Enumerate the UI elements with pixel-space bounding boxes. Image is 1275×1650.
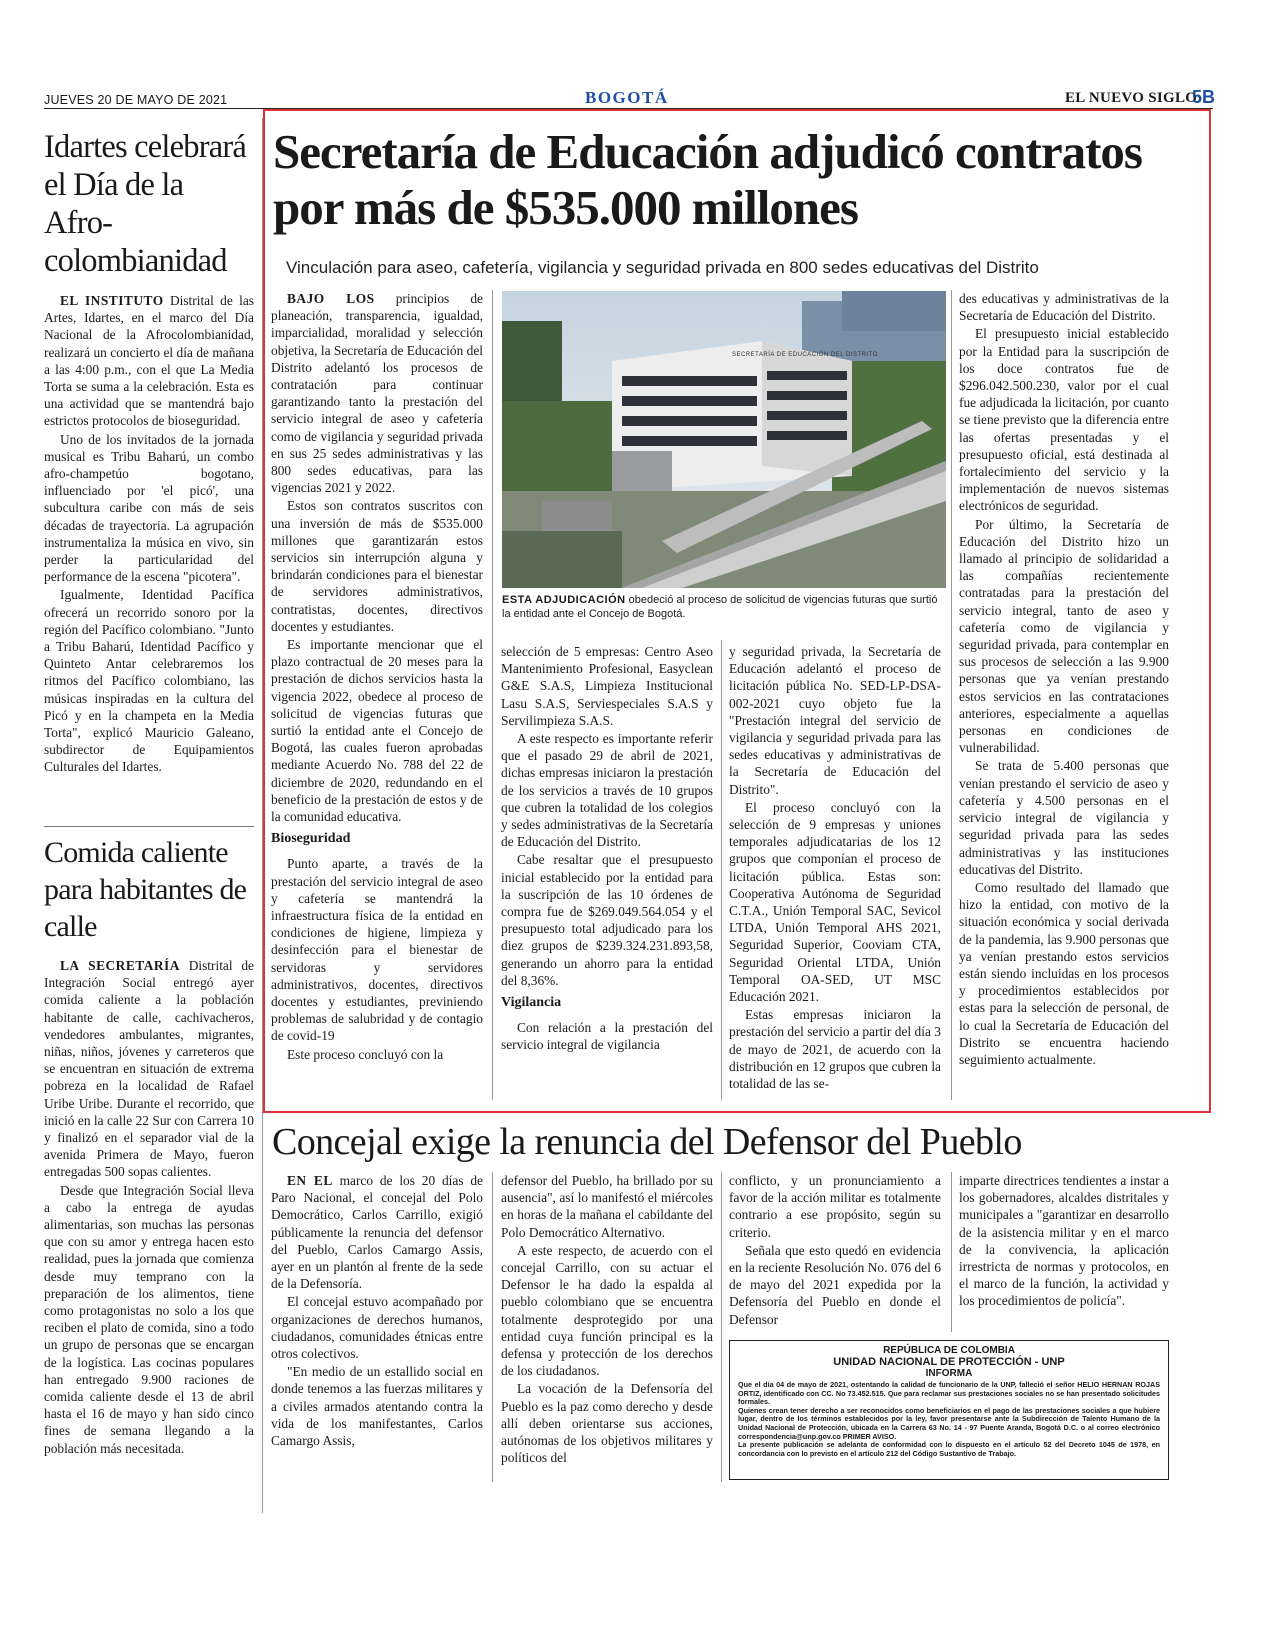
main-subtitle: Vinculación para aseo, cafetería, vigilancia y seguridad privada en 800 sedes educativas del Distrito <box>286 258 1039 277</box>
comida-paragraph-2: Desde que Integración Social lleva a cabo la entrega de ayudas alimentarias, son muchas las personas que con su amor y entrega hacen esto realidad, pues la jornada que comienza desde muy temprano con la preparación de los alimentos, tiene como protagonistas no solo a los que reciben el plato de comida, sino a todo un grupo de personas que se encargan de la logística. Las cocinas populares han entregado 9.900 raciones de comida caliente desde el 13 de abril hasta el 16 de mayo y han sido cinco fines de semana llegando a la población más necesitada. <box>44 1182 254 1456</box>
building-illustration <box>502 291 946 588</box>
bottom-col-rule-2 <box>721 1172 722 1482</box>
bottom-col-rule-3 <box>951 1172 952 1332</box>
bottom-paragraph-1: EN EL marco de los 20 días de Paro Nacional, el concejal del Polo Democrático, Carlos Carrillo, exigió públicamente la renuncia del defensor del Pueblo, Carlos Camargo Assis, ayer en un plantón al frente de la sede de la Defensoría. <box>271 1173 483 1292</box>
idartes-paragraph-1: EL INSTITUTO Distrital de las Artes, Idartes, en el marco del Día Nacional de la Afrocolombianidad, realizará un concierto el día de mañana a las 4:00 p.m., con el que La Media Torta se suma a la celebración. Esta es una actividad que se mantendrá bajo estrictos protocolos de bioseguridad. <box>44 293 254 429</box>
left-article-comida <box>44 834 254 1458</box>
subhead-bioseguridad: Bioseguridad <box>271 831 351 847</box>
main-paragraph-5: Este proceso concluyó con la <box>287 1046 444 1062</box>
bottom-paragraph-2: El concejal estuvo acompañado por organizaciones de derechos humanos, ciudadanos, comunidades étnicas entre otros colectivos. <box>271 1294 483 1362</box>
main-paragraph-1: BAJO LOS principios de planeación, transparencia, igualdad, imparcialidad, moralidad y selección objetiva, la Secretaría de Educación del Distrito adelantó los procesos de contratación para continuar garantizando tanto la prestación del servicio integral de aseo y cafetería como de vigilancia y seguridad privada en sus 25 sedes administrativas y las 800 sedes educativas, para las vigencias 2021 y 2022. <box>271 291 483 496</box>
main-col4-paragraph-3: Por último, la Secretaría de Educación del Distrito hizo un llamado al principio de solidaridad a las compañías recientemente contratadas para la prestación del servicio integral, tanto de aseo y cafetería como de vigilancia y seguridad privada, para contemplar en sus procesos de selección a las 9.900 personas que ya venían prestando estos servicios en las contrataciones anteriores, especialmente a aquellas personas en condiciones de vulnerabilidad. <box>959 516 1169 756</box>
unp-notice-box <box>729 1340 1169 1480</box>
main-paragraph-3: Es importante mencionar que el plazo contractual de 20 meses para la prestación de dichos servicios hasta la vigencia 2022, obedece al proceso de solicitud de vigencias futuras que surtió la entidad ante el Concejo de Bogotá, las cuales fueron aprobadas mediante Acuerdo No. 788 del 22 de diciembre de 2020, redundando en el beneficio de la prestación de estos y de la comunidad educativa. <box>271 637 483 825</box>
photo-caption: ESTA ADJUDICACIÓN obedeció al proceso de solicitud de vigencias futuras que surtió la entidad ante el Concejo de Bogotá. <box>502 594 938 620</box>
main-col3-paragraph-3: Estas empresas iniciaron la prestación del servicio a partir del día 3 de mayo de 2021, de acuerdo con la distribución en 12 grupos que cubren la totalidad de las se- <box>729 1007 941 1092</box>
header-paper-name: EL NUEVO SIGLO <box>1065 90 1198 106</box>
bottom-col3-paragraph-1: conflicto, y un pronunciamiento a favor de la acción militar es totalmente contrario a ese propósito, según su criterio. <box>729 1173 941 1240</box>
main-col-rule-3 <box>951 290 952 1100</box>
main-paragraph-4: Punto aparte, a través de la prestación del servicio integral de aseo y cafetería se mantendrá la infraestructura física de la entidad en condiciones de higiene, limpieza y desinfección para el bienestar de servidoras y servidores administrativos, docentes, directivos docentes y estudiantes, previniendo problemas de salubridad y de contagio de covid-19 <box>271 856 483 1044</box>
header-section: BOGOTÁ <box>585 88 669 107</box>
main-col4-paragraph-4: Se trata de 5.400 personas que venían prestando el servicio de aseo y cafetería y 4.500 personas en el servicio integral de vigilancia y seguridad privada para las sedes administrativas y las instituciones educativas del Distrito. <box>959 758 1169 877</box>
main-col-rule-2 <box>721 640 722 1100</box>
notice-line-3: INFORMA <box>925 1368 973 1379</box>
header-date: JUEVES 20 DE MAYO DE 2021 <box>44 93 228 107</box>
main-col3-paragraph-2: El proceso concluyó con la selección de 9 empresas y uniones temporales adjudicatarias de los 12 grupos que componían el proceso de licitación pública. Estas son: Cooperativa Autónoma de Seguridad C.T.A., Unión Temporal SAC, Sevicol LTDA, Unión Temporal AHS 2021, Seguridad Superior, Cooviam CTA, Seguridad Oriental LTDA, Unión Temporal OA-SED, UT MSC Educación 2021. <box>729 799 941 1005</box>
main-col2-paragraph-4: Con relación a la prestación del servicio integral de vigilancia <box>501 1020 713 1053</box>
comida-headline: Comida caliente para habitantes de calle <box>44 836 247 943</box>
notice-body-2: Quienes crean tener derecho a ser reconocidos como beneficiarios en el pago de las prestaciones sociales a que hubiere lugar, dentro de los términos establecidos por la ley, favor presentarse ante la Subdirección de Talento Humano de la Unidad Nacional de Protección, ubicada en la Carrera 63 No. 14 - 97 Puente Aranda, Bogotá D.C. o al correo electrónico correspondencia@unp.gov.co PRIMER AVISO. <box>738 1405 1160 1441</box>
left-divider <box>44 826 254 827</box>
building-sign: SECRETARÍA DE EDUCACIÓN DEL DISTRITO <box>732 352 878 358</box>
bottom-column-2 <box>501 1172 713 1467</box>
bottom-paragraph-3: "En medio de un estallido social en donde tenemos a las fuerzas militares y a civiles armados atentando contra la vida de los manifestantes, Carlos Camargo Assis, <box>271 1364 483 1449</box>
main-column-2 <box>501 643 713 1054</box>
main-col4-paragraph-2: El presupuesto inicial establecido por la Entidad para la suscripción de los doce contratos fue de $296.042.500.230, valor por el cual fue adjudicada la licitación, por cuanto se tiene previsto que la diferencia entre las ofertas presentadas y el presupuesto oficial, está destinada al fortalecimiento del servicio y la implementación de nuevos sistemas electrónicos de seguridad. <box>959 326 1169 514</box>
main-col-rule-1 <box>492 290 493 1100</box>
school-building-photo <box>502 291 946 588</box>
main-col3-paragraph-1: y seguridad privada, la Secretaría de Educación adelantó el proceso de licitación pública No. SED-LP-DSA-002-2021 cuyo objeto fue la "Prestación integral del servicio de vigilancia y seguridad privada para las sedes educativas y administrativas de la Secretaría de Educación del Distrito". <box>729 644 941 797</box>
bottom-col4-paragraph-1: imparte directrices tendientes a instar a los gobernadores, alcaldes distritales y municipales a "garantizar en desarrollo de la asistencia militar y en el marco de la convivencia, la aplicación irrestricta de normas y protocolos, en el marco de la función, la actividad y los procedimientos de policía". <box>959 1173 1169 1309</box>
idartes-headline: Idartes celebrará el Día de la Afro-colombianidad <box>44 129 246 279</box>
bottom-col3-paragraph-2: Señala que esto quedó en evidencia en la reciente Resolución No. 076 del 6 de mayo del 2021 expedida por la Defensoría del Pueblo en donde el Defensor <box>729 1242 941 1327</box>
notice-line-2: UNIDAD NACIONAL DE PROTECCIÓN - UNP <box>833 1356 1065 1368</box>
notice-body-3: La presente publicación se adelanta de conformidad con lo dispuesto en el artículo 52 del Decreto 1045 de 1978, en concordancia con lo previsto en el artículo 212 del Código Sustantivo de Trabajo. <box>738 1440 1160 1458</box>
main-column-1 <box>271 290 483 1064</box>
header-page-number: 5B <box>1192 87 1216 107</box>
subhead-vigilancia: Vigilancia <box>501 995 562 1011</box>
bottom-col-rule-1 <box>492 1172 493 1482</box>
idartes-paragraph-3: Igualmente, Identidad Pacífica ofrecerá un recorrido sonoro por la región del Pacífico colombiano. "Junto a Tribu Baharú, Identidad Pacífico y Quinteto Antar celebraremos los ritmos del Pacífico colombiano, las músicas inspiradas en la cultura del Picó y en la champeta en la Media Torta", explicó Mauricio Galeano, subdirector de Equipamientos Culturales del Idartes. <box>44 587 254 775</box>
bottom-column-3 <box>729 1172 941 1329</box>
notice-line-1: REPÚBLICA DE COLOMBIA <box>883 1345 1015 1356</box>
main-col2-paragraph-3: Cabe resaltar que el presupuesto inicial establecido por la entidad para la suscripción de las 10 órdenes de compra fue de $269.049.564.054 y el presupuesto total adjudicado para los diez grupos de $239.324.231.893,58, generando un ahorro para la entidad del 8,36%. <box>501 852 713 988</box>
main-col4-paragraph-5: Como resultado del llamado que hizo la entidad, con motivo de la situación económica y social derivada de la pandemia, las 9.900 personas que ya venían prestando estos servicios están siendo incluidas en los procesos y procedimientos establecidos por estas para la selección de personal, de lo cual la Secretaría de Educación del Distrito se encuentra haciendo seguimiento actualmente. <box>959 879 1169 1067</box>
main-col2-paragraph-1: selección de 5 empresas: Centro Aseo Mantenimiento Profesional, Easyclean G&E S.A.S, Limpieza Institucional Lasu S.A.S, Serviespeciales S.A.S y Servilimpieza S.A.S. <box>501 644 713 728</box>
main-headline: Secretaría de Educación adjudicó contratos por más de $535.000 millones <box>273 124 1142 235</box>
idartes-paragraph-2: Uno de los invitados de la jornada musical es Tribu Baharú, un combo afro-champetúo bogotano, influenciado por 'el picó', una subcultura caribe con más de seis décadas de trayectoria. La agrupación instrumentaliza la música en vivo, sin perder la particularidad del performance de la escena "picotera". <box>44 431 254 585</box>
bottom-col2-paragraph-1: defensor del Pueblo, ha brillado por su ausencia", así lo manifestó el miércoles en horas de la mañana el cabildante del Polo Democrático Alternativo. <box>501 1173 713 1240</box>
main-paragraph-2: Estos son contratos suscritos con una inversión de más de $535.000 millones que garantizarán estos servicios sin interrupción alguna y brindarán condiciones para el bienestar de servidores administrativos, contratistas, docentes, directivos docentes y estudiantes. <box>271 498 483 634</box>
notice-body-1: Que el día 04 de mayo de 2021, ostentando la calidad de funcionario de la UNP, falleció el señor HELIO HERNAN ROJAS ORTIZ, identificado con CC. No 73.452.515. Que para reclamar sus prestaciones sociales no se han presentado solicitudes formales. <box>738 1380 1160 1407</box>
main-column-3 <box>729 643 941 1093</box>
bottom-col2-paragraph-3: La vocación de la Defensoría del Pueblo es la paz como derecho y desde allí deben orientarse sus acciones, autónomas de los objetivos militares y políticos del <box>501 1381 713 1466</box>
left-article-idartes <box>44 128 254 777</box>
main-col2-paragraph-2: A este respecto es importante referir que el pasado 29 de abril de 2021, dichas empresas iniciaron la prestación de los servicios a través de 10 grupos que cubren la totalidad de los colegios y sedes administrativas de la Secretaría de Educación del Distrito. <box>501 731 713 850</box>
comida-paragraph-1: LA SECRETARÍA Distrital de Integración Social entregó ayer comida caliente a la población habitante de calle, cachivacheros, vendedores ambulantes, migrantes, niñas, niños, jóvenes y carreteros que se encuentran en situación de extrema pobreza en la localidad de Rafael Uribe Uribe. Durante el recorrido, que inició en la calle 22 Sur con Carrera 10 y finalizó en el separador vial de la avenida Primera de Mayo, fueron entregadas 500 sopas calientes. <box>44 958 254 1180</box>
bottom-col2-paragraph-2: A este respecto, de acuerdo con el concejal Carrillo, con su actuar el Defensor le ha dado la espalda al pueblo colombiano que se encuentra totalmente desprotegido por una entidad cuya función principal es la defensa y protección de los derechos de los ciudadanos. <box>501 1242 713 1379</box>
main-col4-paragraph-1: des educativas y administrativas de la Secretaría de Educación del Distrito. <box>959 291 1169 324</box>
main-column-4 <box>959 290 1169 1069</box>
bottom-headline: Concejal exige la renuncia del Defensor del Pueblo <box>272 1121 1022 1163</box>
bottom-column-1 <box>271 1172 483 1450</box>
bottom-column-4 <box>959 1172 1169 1311</box>
